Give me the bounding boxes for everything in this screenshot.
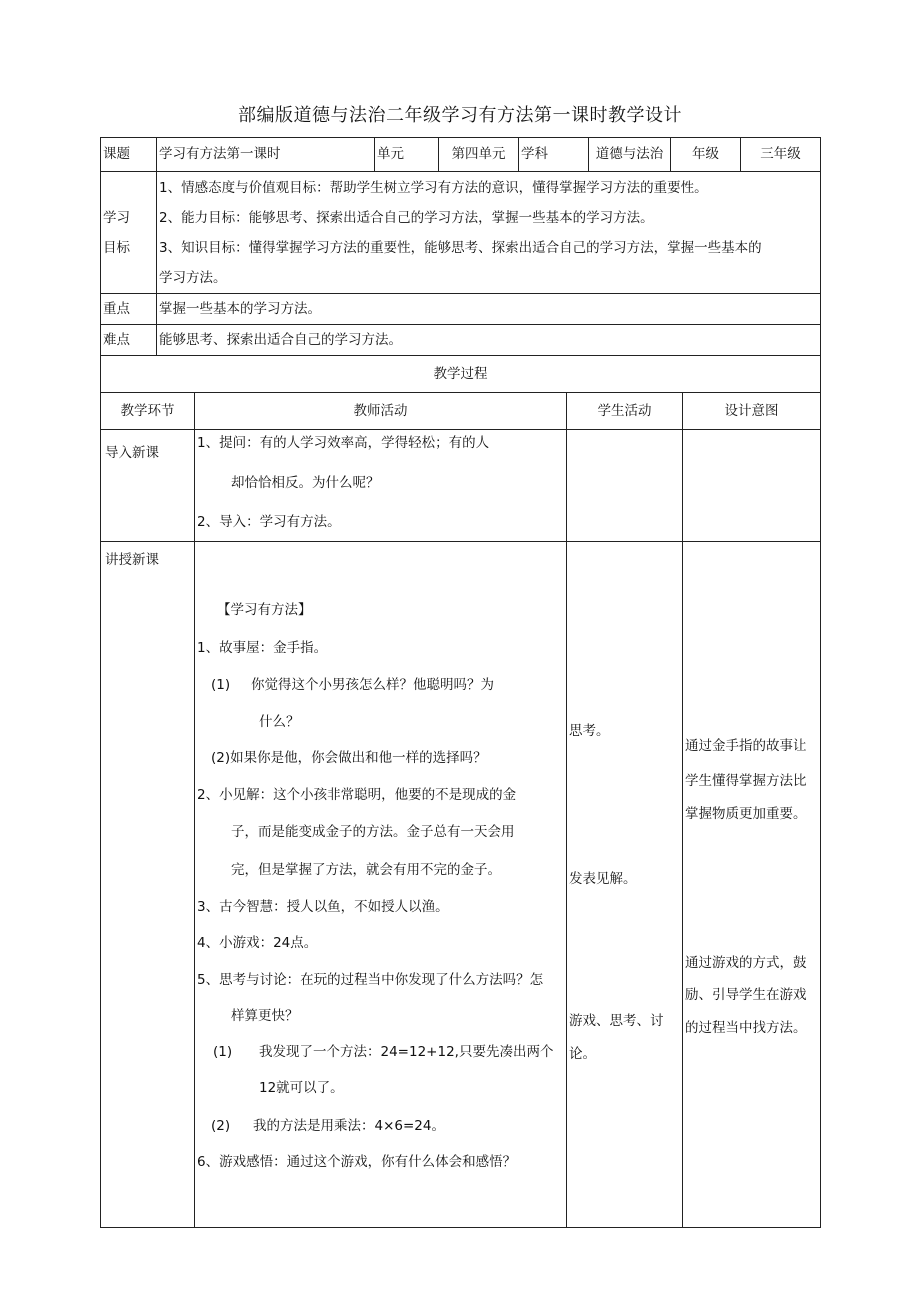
intent-line: 学生懂得掌握方法比 [685,773,807,789]
key-point-row [101,294,821,325]
intent-line: 的过程当中找方法。 [685,1020,807,1036]
unit-value: 第四单元 [439,138,519,172]
intro-intent [683,430,821,542]
teacher-line: 我发现了一个方法：24=12+12,只要先凑出两个 [259,1044,554,1060]
lecture-row [101,542,821,1228]
grade-label: 年级 [671,138,741,172]
difficulty-value: 能够思考、探索出适合自己的学习方法。 [157,325,821,356]
lesson-label: 课题 [101,138,157,172]
difficulty-row [101,325,821,356]
lecture-teacher [195,542,567,1228]
intent-line: 通过游戏的方式，鼓 [685,955,807,971]
student-line: 论。 [569,1046,596,1062]
goals-content [157,172,821,294]
intro-stage-label: 导入新课 [105,445,159,461]
goal-line: 1、情感态度与价值观目标：帮助学生树立学习有方法的意识，懂得掌握学习方法的重要性。 [159,179,708,196]
difficulty-label: 难点 [101,325,157,356]
document-title: 部编版道德与法治二年级学习有方法第一课时教学设计 [238,105,682,126]
lecture-stage [101,542,195,1228]
teacher-line: (2)如果你是他，你会做出和他一样的选择吗？ [211,750,487,766]
goal-line: 2、能力目标：能够思考、探索出适合自己的学习方法，掌握一些基本的学习方法。 [159,209,654,226]
intent-line: 掌握物质更加重要。 [685,806,807,822]
subject-value: 道德与法治 [589,138,671,172]
goal-line: 学习方法。 [159,269,227,286]
info-table [100,137,821,356]
teacher-line: (1) [213,1044,233,1060]
header-student: 学生活动 [567,393,683,430]
student-line: 发表见解。 [569,871,637,887]
teacher-line: 完，但是掌握了方法，就会有用不完的金子。 [231,862,501,878]
teacher-line: 什么？ [259,714,300,730]
header-intent: 设计意图 [683,393,821,430]
key-point-label: 重点 [101,294,157,325]
process-header-row [101,393,821,430]
teacher-line: 你觉得这个小男孩怎么样？他聪明吗？为 [251,677,494,693]
intent-line: 励、引导学生在游戏 [685,987,807,1003]
unit-label: 单元 [375,138,439,172]
teacher-line: 3、古今智慧：授人以鱼，不如授人以渔。 [197,899,449,915]
subject-label: 学科 [519,138,589,172]
header-stage: 教学环节 [101,393,195,430]
intro-teacher-line: 却恰恰相反。为什么呢？ [231,475,380,491]
process-table [100,355,821,1228]
goal-line: 3、知识目标：懂得掌握学习方法的重要性，能够思考、探索出适合自己的学习方法，掌握一些基本的 [159,239,762,256]
teacher-line: 4、小游戏：24点。 [197,935,318,951]
goals-row [101,172,821,294]
lecture-stage-label: 讲授新课 [105,552,159,568]
intro-stage [101,430,195,542]
teacher-line: 1、故事屋：金手指。 [197,640,328,656]
process-heading-row [101,356,821,393]
key-point-value: 掌握一些基本的学习方法。 [157,294,821,325]
goals-label [101,172,157,294]
intent-line: 通过金手指的故事让 [685,738,807,754]
intro-teacher-line: 1、提问：有的人学习效率高，学得轻松；有的人 [197,435,490,451]
goals-label-line: 学习 [103,209,130,226]
teacher-line: 5、思考与讨论：在玩的过程当中你发现了什么方法吗？怎 [197,972,544,988]
header-teacher: 教师活动 [195,393,567,430]
intro-student [567,430,683,542]
teacher-line: (1) [211,677,231,693]
student-line: 游戏、思考、讨 [569,1013,664,1029]
teacher-line: 2、小见解：这个小孩非常聪明，他要的不是现成的金 [197,787,517,803]
teacher-line: 我的方法是用乘法：4×6=24。 [253,1118,445,1134]
teacher-line: 【学习有方法】 [217,602,312,618]
lesson-value: 学习有方法第一课时 [157,138,375,172]
grade-value: 三年级 [741,138,821,172]
lecture-intent [683,542,821,1228]
teacher-line: 子，而是能变成金子的方法。金子总有一天会用 [231,824,515,840]
intro-teacher-line: 2、导入：学习有方法。 [197,514,341,530]
intro-row [101,430,821,542]
teacher-line: 6、游戏感悟：通过这个游戏，你有什么体会和感悟？ [197,1154,517,1170]
teacher-line: 12就可以了。 [259,1080,344,1096]
process-heading: 教学过程 [101,356,821,393]
student-line: 思考。 [569,723,610,739]
teacher-line: 样算更快？ [231,1008,299,1024]
teacher-line: (2) [211,1118,231,1134]
goals-label-line: 目标 [103,239,130,256]
intro-teacher [195,430,567,542]
lecture-student [567,542,683,1228]
info-row [101,138,821,172]
